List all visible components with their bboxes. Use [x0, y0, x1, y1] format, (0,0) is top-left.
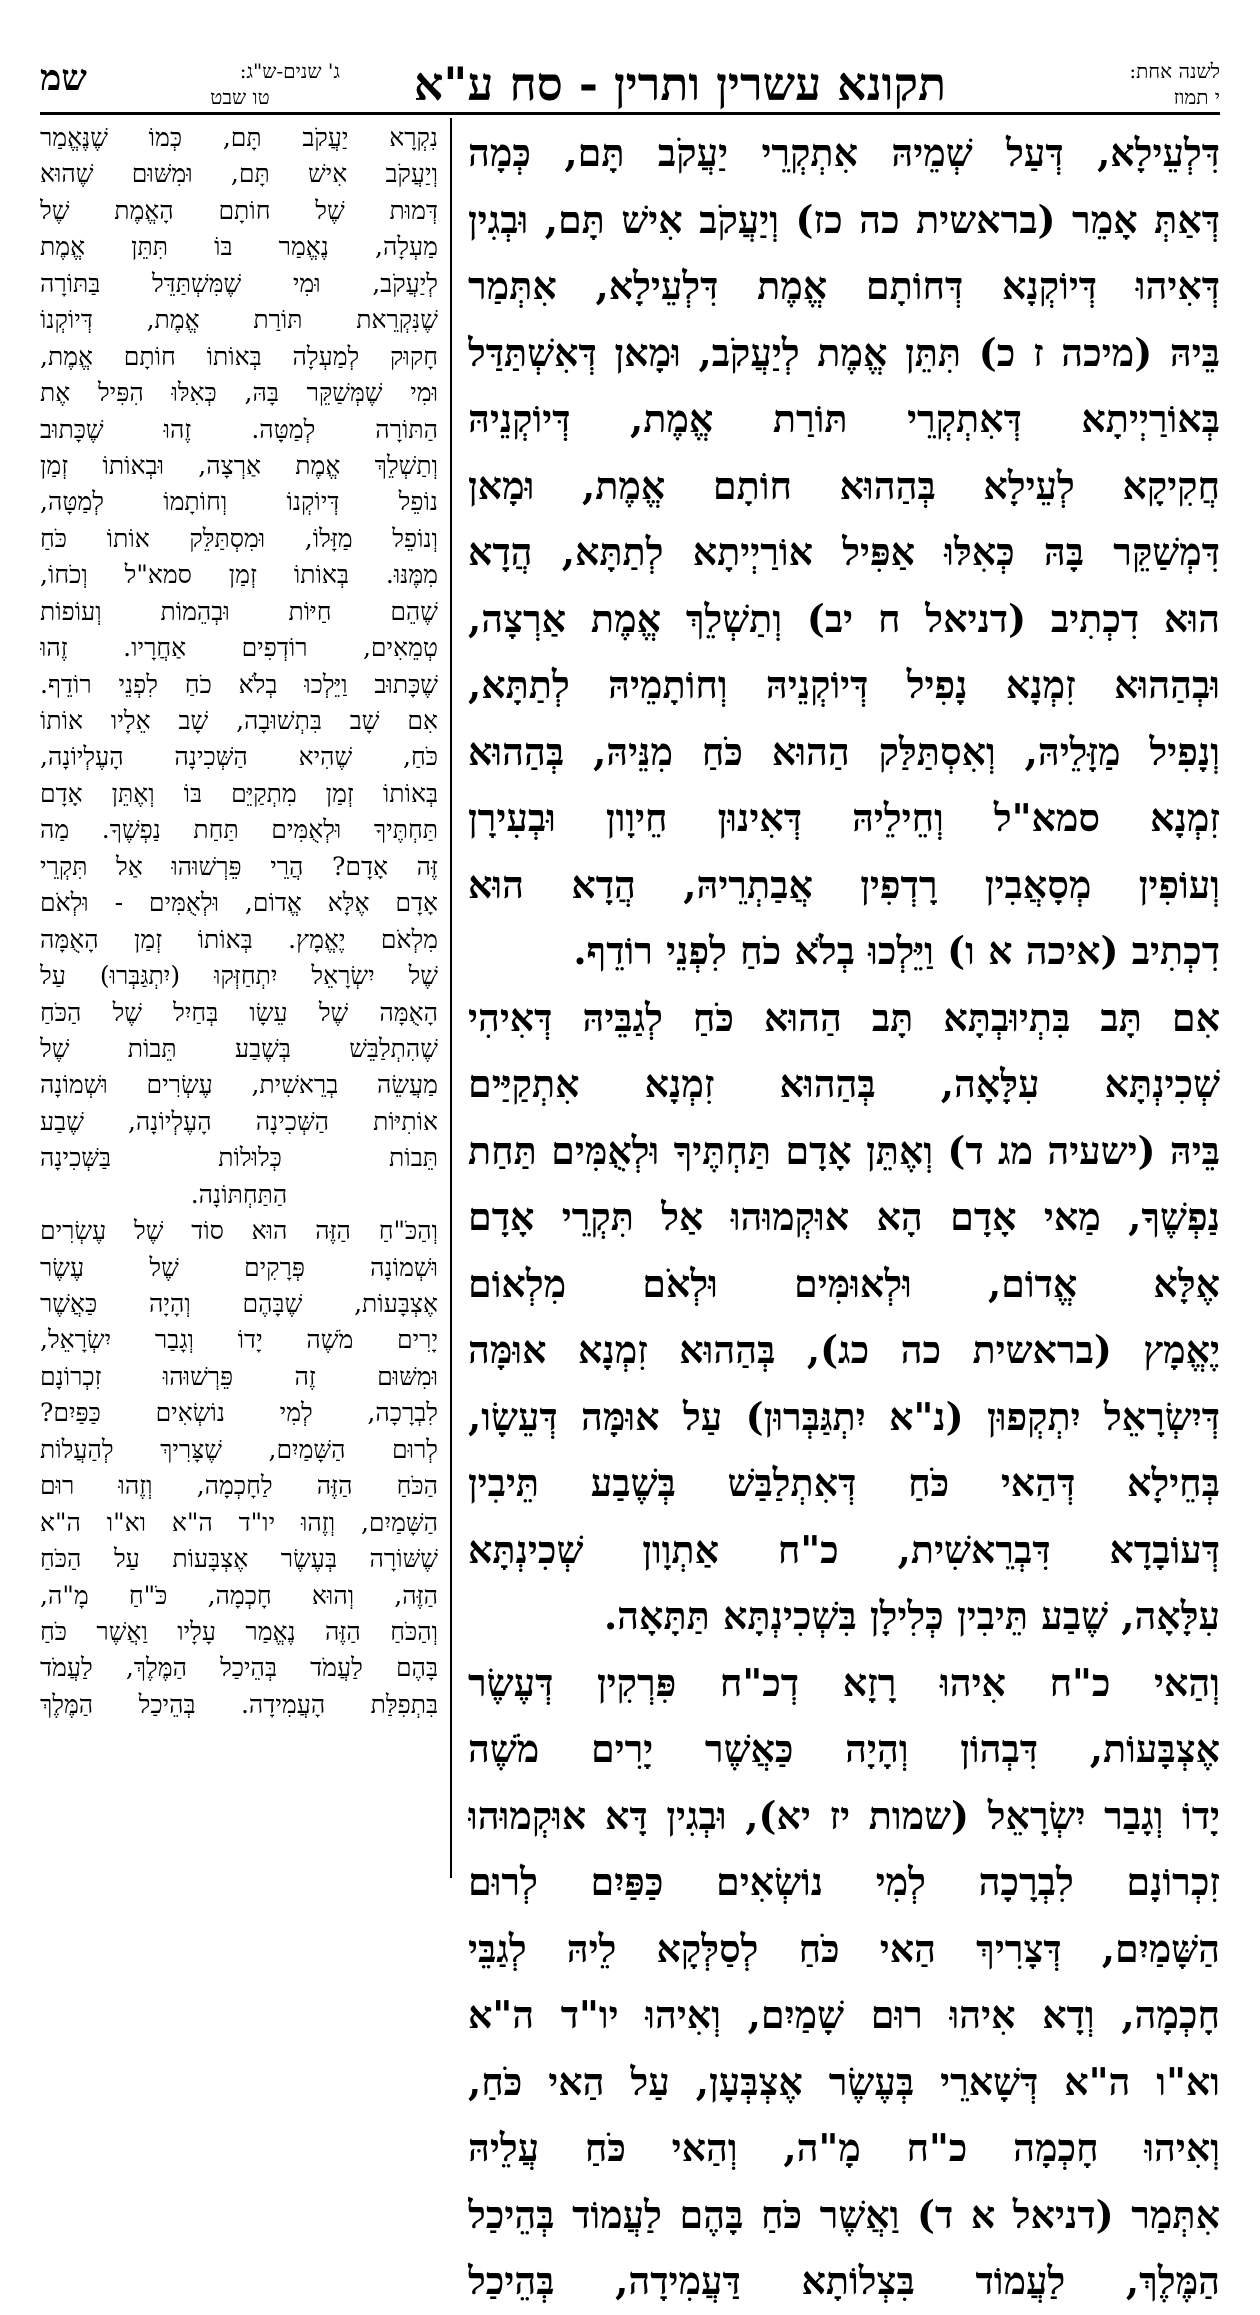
commentary-line: מִלְאֹם יֶאֱמָץ. בְּאוֹתוֹ זְמַן הָאֻמָּה — [40, 924, 438, 954]
commentary-line: וְיַעֲקֹב אִישׁ תָּם, וּמִשּׁוּם שֶׁהוּא — [40, 159, 438, 189]
commentary-line: אוֹתִיּוֹת הַשְּׁכִינָה הָעֶלְיוֹנָה, שֶׁבַע — [40, 1106, 438, 1136]
commentary-line: וְנוֹפֵל מַזָּלוֹ, וּמִסְתַּלֵּק אוֹתוֹ כֹּחַ — [40, 523, 438, 553]
main-line: דִכְתִיב (איכה א ו) וַיֵּלְכוּ בְלֹא כֹחַ לִפְנֵי רוֹדֵף. — [573, 928, 1220, 973]
main-line: זִכְרוֹנָם לִבְרָכָה לְמִי נוֹשְׂאִים כַּפַּיִם לְרוּם — [468, 1859, 1220, 1904]
commentary-line: אִם שָׁב בִּתְשׁוּבָה, שָׁב אֵלָיו אוֹתוֹ — [40, 706, 438, 735]
column-divider — [450, 118, 452, 1878]
top-right-line1: לשנה אחת: — [1129, 59, 1220, 83]
main-line: וּבְהַהוּא זִמְנָא נָפִיל דְּיוֹקְנֵיהּ וְחוֹתָמֵיהּ לְתַתָּא, — [468, 662, 1220, 707]
main-line: שְׁכִינְתָּא עִלָּאָה, בְּהַהוּא זִמְנָא אִתְקַיַּים — [468, 1061, 1220, 1106]
main-line: זִמְנָא סמא"ל וְחֵילֵיהּ דְּאִינוּן חֵיוָון וּבְעִירָן — [468, 795, 1220, 840]
top-left-info — [140, 58, 340, 110]
main-line: עִלָּאָה, שֶׁבַע תֵּיבִין כְּלִילָן בִּשְׁכִינְתָּא תַּתָּאָה. — [603, 1593, 1220, 1638]
page-title: תקונא עשרין ותרין - סח ע"א — [413, 57, 947, 111]
main-line: אֶלָּא אֱדוֹם, וּלְאוּמִּים וּלְאֹם מִלְאוֹם — [468, 1260, 1220, 1306]
commentary-line: וּמִי שֶׁמְּשַׁקֵּר בָּהּ, כְּאִלּוּ הִפִּיל אֶת — [40, 378, 438, 408]
main-line: הוּא דִכְתִיב (דניאל ח יב) וְתַשְׁלֵךְ אֱמֶת אַרְצָה, — [468, 595, 1220, 641]
main-line: וְנָפִיל מַזָּלֵיהּ, וְאִסְתַּלַּק הַהוּא כֹּחַ מִנֵּיהּ, בְּהַהוּא — [468, 728, 1220, 774]
commentary-line: הָאֻמָּה שֶׁל עֵשָׂו בְּחַיִל שֶׁל הַכֹּחַ — [40, 997, 438, 1027]
commentary-line: הַתּוֹרָה לְמַטָּה. זֶהוּ שֶׁכָּתוּב — [40, 414, 438, 444]
commentary-line: וְהַכֹּ"חַ הַזֶּה הוּא סוֹד שֶׁל עֶשְׂרִים — [40, 1216, 438, 1246]
commentary-line: לִבְרָכָה, לְמִי נוֹשְׂאִים כַּפַּיִם? — [40, 1398, 438, 1428]
main-line: וְעוֹפִין מְסָאֲבִין רָדְפִין אֲבַתְרֵיהּ, הֲדָא הוּא — [468, 861, 1220, 907]
commentary-line: וְהַכֹּחַ הַזֶּה נֶאֱמַר עָלָיו וַאֲשֶׁר כֹּחַ — [40, 1616, 438, 1646]
main-line: אֶצְבָּעוֹת, דִּבְהוֹן וְהָיָה כַּאֲשֶׁר יָרִים מֹשֶׁה — [468, 1726, 1220, 1771]
commentary-line: טְמֵאִים, רוֹדְפִים אַחֲרָיו. זֶהוּ — [40, 633, 438, 663]
main-line: דְּיִשְׂרָאֵל יִתְקְפוּן (נ"א יִתְגַּבְּרוּן) עַל אוּמָּה דְּעֵשָׂו, — [468, 1393, 1220, 1439]
main-line: דְּעוֹבָדָא דִּבְרֵאשִׁית, כ"ח אַתְוָון שְׁכִינְתָּא — [468, 1526, 1220, 1572]
commentary-line: אֶצְבָּעוֹת, שֶׁבָּהֶם וְהָיָה כַּאֲשֶׁר — [40, 1289, 438, 1318]
main-line: דִּמְשַׁקֵּר בָּהּ כְּאִלּוּ אַפִּיל אוֹרַיְיתָא לְתַתָּא, הֲדָא — [468, 529, 1220, 574]
main-line: וא"ו ה"א דְּשָׁארֵי בְּעֶשֶׂר אֶצְבְּעָן, עַל הַאי כֹּחַ, — [468, 2058, 1220, 2104]
commentary-line: תֵּבוֹת כְּלוּלוֹת בַּשְּׁכִינָה — [40, 1143, 438, 1173]
commentary-line: תַּחְתֶּיךָ וּלְאֻמִּים תַּחַת נַפְשֶׁךָ. מַה — [40, 815, 438, 845]
commentary-line: לְיַעֲקֹב, וּמִי שֶׁמִּשְׁתַּדֵּל בַּתּוֹרָה — [40, 268, 438, 298]
commentary-line: הַזֶּה, וְהוּא חָכְמָה, כֹּ"חַ מָ"ה, — [40, 1580, 438, 1610]
top-right-info — [1040, 58, 1220, 110]
commentary-line: הַשָּׁמַיִם, וְזֶהוּ יו"ד ה"א וא"ו ה"א — [40, 1507, 438, 1537]
commentary-line: וְתַשְׁלֵךְ אֱמֶת אַרְצָה, וּבְאוֹתוֹ זְמַן — [40, 450, 438, 480]
commentary-line: שֶׁנִּקְרֵאת תּוֹרַת אֱמֶת, דְּיוֹקְנוֹ — [40, 305, 438, 335]
main-line: דִּלְעֵילָא, דְּעַל שְׁמֵיהּ אִתְקְרֵי יַעֲקֹב תָּם, כְּמָה — [468, 130, 1220, 175]
main-text-column — [468, 120, 1220, 2315]
commentary-line: בָּהֶם לַעֲמֹד בְּהֵיכַל הַמֶּלֶךְ, לַעֲמֹד — [40, 1653, 438, 1683]
main-line: בֵּיהּ (מיכה ז כ) תִּתֵּן אֱמֶת לְיַעֲקֹב, וּמָאן דְּאִשְׁתַּדַּל — [468, 329, 1220, 375]
main-line: יָדוֹ וְגָבַר יִשְׂרָאֵל (שמות יז יא), וּבְגִין דָּא אוּקְמוּהוּ — [468, 1792, 1220, 1838]
main-line: חָכְמָה, וְדָא אִיהוּ רוּם שָׁמַיִם, וְאִיהוּ יו"ד ה"א — [468, 1992, 1220, 2037]
main-line: הַמֶּלֶךְ, לַעֲמוֹד בִּצְלוֹתָא דַּעֲמִידָה, בְּהֵיכַל — [468, 2258, 1220, 2303]
main-line: אִתְּמַר (דניאל א ד) וַאֲשֶׁר כֹּחַ בָּהֶם לַעֲמוֹד בְּהֵיכַל — [468, 2191, 1220, 2237]
top-left-line2: טו שבט — [210, 85, 270, 109]
commentary-line: בְּאוֹתוֹ זְמַן מִתְקַיֵּם בּוֹ וְאֶתֵּן אָדָם — [40, 778, 438, 808]
main-line: וְהַאי כ"ח אִיהוּ רָזָא דְכ"ח פִּרְקִין דְּעֶשֶׂר — [468, 1659, 1220, 1705]
commentary-line: נִקְרָא יַעֲקֹב תָּם, כְּמוֹ שֶׁנֶּאֱמַר — [40, 123, 438, 152]
commentary-line: בִּתְפִלַּת הָעֲמִידָה. בְּהֵיכַל הַמֶּלֶךְ — [40, 1689, 438, 1719]
main-line: וְאִיהוּ חָכְמָה כ"ח מָ"ה, וְהַאי כֹּחַ עֲלֵיהּ — [468, 2125, 1220, 2170]
commentary-line: וּמִשּׁוּם זֶה פֵּרְשׁוּהוּ זִכְרוֹנָם — [40, 1361, 438, 1391]
main-line: דְּאַתְּ אָמֵר (בראשית כה כז) וְיַעֲקֹב אִישׁ תָּם, וּבְגִין — [468, 196, 1220, 242]
commentary-column — [40, 120, 438, 1723]
commentary-line: מַעְלָה, נֶאֱמַר בּוֹ תִּתֵּן אֱמֶת — [40, 232, 438, 262]
commentary-line: לְרוּם הַשָּׁמַיִם, שֶׁצָּרִיךְ לְהַעֲלוֹת — [40, 1434, 438, 1464]
commentary-line: דְּמוּת שֶׁל חוֹתָם הָאֱמֶת שֶׁל — [40, 195, 438, 225]
commentary-line: וּשְׁמוֹנָה פְּרָקִים שֶׁל עֶשֶׂר — [40, 1252, 438, 1282]
commentary-line: הַכֹּחַ הַזֶּה לַחָכְמָה, וְזֶהוּ רוּם — [40, 1471, 438, 1501]
commentary-line: זֶּה אָדָם? הֲרֵי פֵּרְשׁוּהוּ אַל תִּקְרֵי — [40, 851, 438, 881]
commentary-line: שֶׁל יִשְׂרָאֵל יִתְחַזְּקוּ (יִתְגַּבְּרוּ) עַל — [40, 961, 438, 991]
commentary-line: שֶׁהִתְלַבֵּשׁ בְּשֶׁבַע תֵּבוֹת שֶׁל — [40, 1033, 438, 1063]
main-line: בֵּיהּ (ישעיה מג ד) וְאֶתֵּן אָדָם תַּחְתֶּיךָ וּלְאֻמִּים תַּחַת — [468, 1127, 1220, 1173]
commentary-line: כֹּחַ, שֶׁהִיא הַשְּׁכִינָה הָעֶלְיוֹנָה, — [40, 742, 438, 772]
main-line: הַשָּׁמַיִם, דְּצָרִיךְ הַאי כֹּחַ לְסַלְּקָא לֵיהּ לְגַבֵּי — [468, 1925, 1220, 1971]
commentary-line: מַעֲשֵׂה בְרֵאשִׁית, עֶשְׂרִים וּשְׁמוֹנָה — [40, 1070, 438, 1100]
commentary-line: חָקוּק לְמַעְלָה בְּאוֹתוֹ חוֹתָם אֱמֶת, — [40, 341, 438, 371]
main-line: חֲקִיקָא לְעֵילָא בְּהַהוּא חוֹתָם אֱמֶת, וּמָאן — [468, 462, 1220, 508]
main-line: דְּאִיהוּ דְּיוֹקְנָא דְּחוֹתָם אֱמֶת דִּלְעֵילָא, אִתְּמַר — [468, 263, 1220, 308]
commentary-line: שֶׁשּׁוֹרָה בְּעֶשֶׂר אֶצְבָּעוֹת עַל הַכֹּחַ — [40, 1544, 438, 1574]
commentary-line: מִמֶּנּוּ. בְּאוֹתוֹ זְמַן סמא"ל וְכֹחוֹ, — [40, 560, 438, 590]
commentary-line: אָדָם אֶלָּא אֱדוֹם, וּלְאֻמִּים - וּלְאֹם — [40, 888, 438, 918]
commentary-line: שֶׁכָּתוּב וַיֵּלְכוּ בְלֹא כֹחַ לִפְנֵי רוֹדֵף. — [40, 669, 438, 699]
commentary-line: שֶׁהֵם חַיּוֹת וּבְהֵמוֹת וְעוֹפוֹת — [40, 596, 438, 626]
commentary-line: יָרִים מֹשֶׁה יָדוֹ וְגָבַר יִשְׂרָאֵל, — [40, 1325, 438, 1355]
main-line: יֶאֱמָץ (בראשית כה כג), בְּהַהוּא זִמְנָא אוּמָּה — [468, 1327, 1220, 1372]
main-line: בְּחֵילָא דְּהַאי כֹּחַ דְּאִתְלַבַּשׁ בְּשֶׁבַע תֵּיבִין — [468, 1460, 1220, 1505]
top-right-line2: י תמוז — [1173, 85, 1220, 109]
commentary-line: נוֹפֵל דְּיוֹקְנוֹ וְחוֹתָמוֹ לְמַטָּה, — [40, 487, 438, 517]
top-left-line1: ג' שנים-ש"ג: — [239, 59, 340, 83]
main-line: בְּאוֹרַיְיתָא דְּאִתְקְרֵי תּוֹרַת אֱמֶת, דְּיוֹקְנֵיהּ — [468, 396, 1220, 441]
commentary-line: הַתַּחְתּוֹנָה. — [190, 1179, 288, 1209]
page-number: שמ — [40, 57, 87, 99]
main-line: אִם תָּב בִּתְיוּבְתָּא תָּב הַהוּא כֹּחַ לְגַבֵּיהּ דְּאִיהִי — [468, 994, 1220, 1040]
main-line: נַפְשֶׁךָ, מַאי אָדָם הָא אוּקְמוּהוּ אַל תִּקְרֵי אָדָם — [468, 1194, 1220, 1239]
header-rule — [40, 112, 1220, 115]
